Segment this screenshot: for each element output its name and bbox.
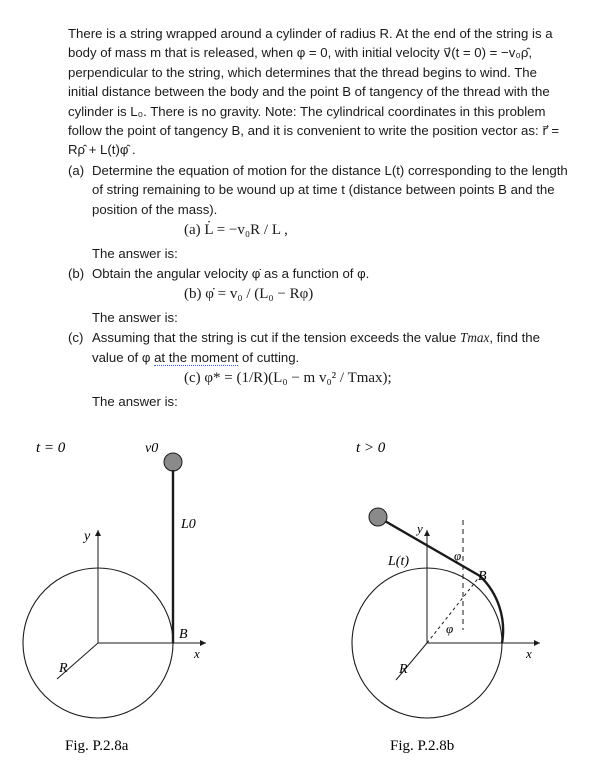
wound-string-arc <box>480 576 503 643</box>
fig-a-L0-label: L0 <box>181 517 196 532</box>
part-a-formula: (a) L̇ = −v₀R / L , <box>184 222 288 239</box>
part-c-dotted-phrase: at the moment <box>154 349 239 365</box>
fig-b-caption: Fig. P.2.8b <box>390 738 455 754</box>
part-a-answer-label: The answer is: <box>92 245 178 261</box>
part-b-label: (b) <box>68 266 85 282</box>
figure-b <box>300 430 609 770</box>
problem-text <box>68 24 568 411</box>
fig-b-R-label: R <box>399 662 408 677</box>
part-a-answer <box>68 219 568 263</box>
fig-b-time-label: t > 0 <box>356 440 386 456</box>
part-c-text-b: , find the value of φ <box>92 330 540 365</box>
part-c-text-c: of cutting. <box>238 349 300 365</box>
part-c <box>68 328 568 367</box>
fig-b-y-label: y <box>417 521 423 536</box>
fig-b-B-label: B <box>478 569 487 584</box>
part-c-answer-label: The answer is: <box>92 393 178 409</box>
fig-a-B-label: B <box>179 627 188 642</box>
part-b-text: Obtain the angular velocity φ̇ as a function of φ. <box>92 266 370 282</box>
part-c-text <box>92 328 568 367</box>
problem-intro: There is a string wrapped around a cylinder of radius R. At the end of the string is a body of mass m that is released, when φ = 0, with initial velocity v⃗(t = 0) = −v₀ρ̂, perpendicular to the string, which determines that the thread begins to wind. The initial distance between the body and the point B of tangency of the thread with the cylinder is L₀. There is no gravity. Note: The cylindrical coordinates in this problem follow the point of tangency B, and it is convenient to write the position vector as: r⃗ = Rρ̂ + L(t)φ̂ . <box>68 26 560 158</box>
fig-a-velocity-label: v0 <box>145 441 159 456</box>
part-b-answer <box>68 283 568 327</box>
part-c-formula: (c) φ* = (1/R)(L₀ − m v₀² / Tmax); <box>184 370 392 387</box>
part-a-text: Determine the equation of motion for the distance L(t) corresponding to the length of string remaining to be wound up at time t (distance between points B and the position of the mass). <box>92 162 568 217</box>
fig-b-x-label: x <box>526 646 532 661</box>
figure-a <box>0 430 300 770</box>
tmax-symbol: Tmax <box>460 330 490 346</box>
part-b-formula: (b) φ̇ = v₀ / (L₀ − Rφ) <box>184 286 314 303</box>
fig-a-time-label: t = 0 <box>36 440 66 456</box>
fig-a-caption: Fig. P.2.8a <box>65 738 129 754</box>
part-a-label: (a) <box>68 162 85 178</box>
fig-a-x-label: x <box>194 646 200 661</box>
part-a <box>68 161 568 219</box>
part-b-answer-label: The answer is: <box>92 310 178 326</box>
fig-a-R-label: R <box>59 661 68 676</box>
fig-b-phi-lower: φ <box>446 621 454 636</box>
tangent-point-radius <box>427 576 480 643</box>
part-c-answer <box>68 367 568 411</box>
fig-a-y-label: y <box>84 529 91 544</box>
part-c-label: (c) <box>68 330 84 346</box>
fig-b-L-label: L(t) <box>388 554 409 569</box>
fig-b-phi-upper: φ <box>454 548 462 563</box>
part-b <box>68 264 568 283</box>
mass-b <box>369 508 387 526</box>
mass-a <box>164 453 182 471</box>
part-c-text-a: Assuming that the string is cut if the tension exceeds the value <box>92 330 460 346</box>
